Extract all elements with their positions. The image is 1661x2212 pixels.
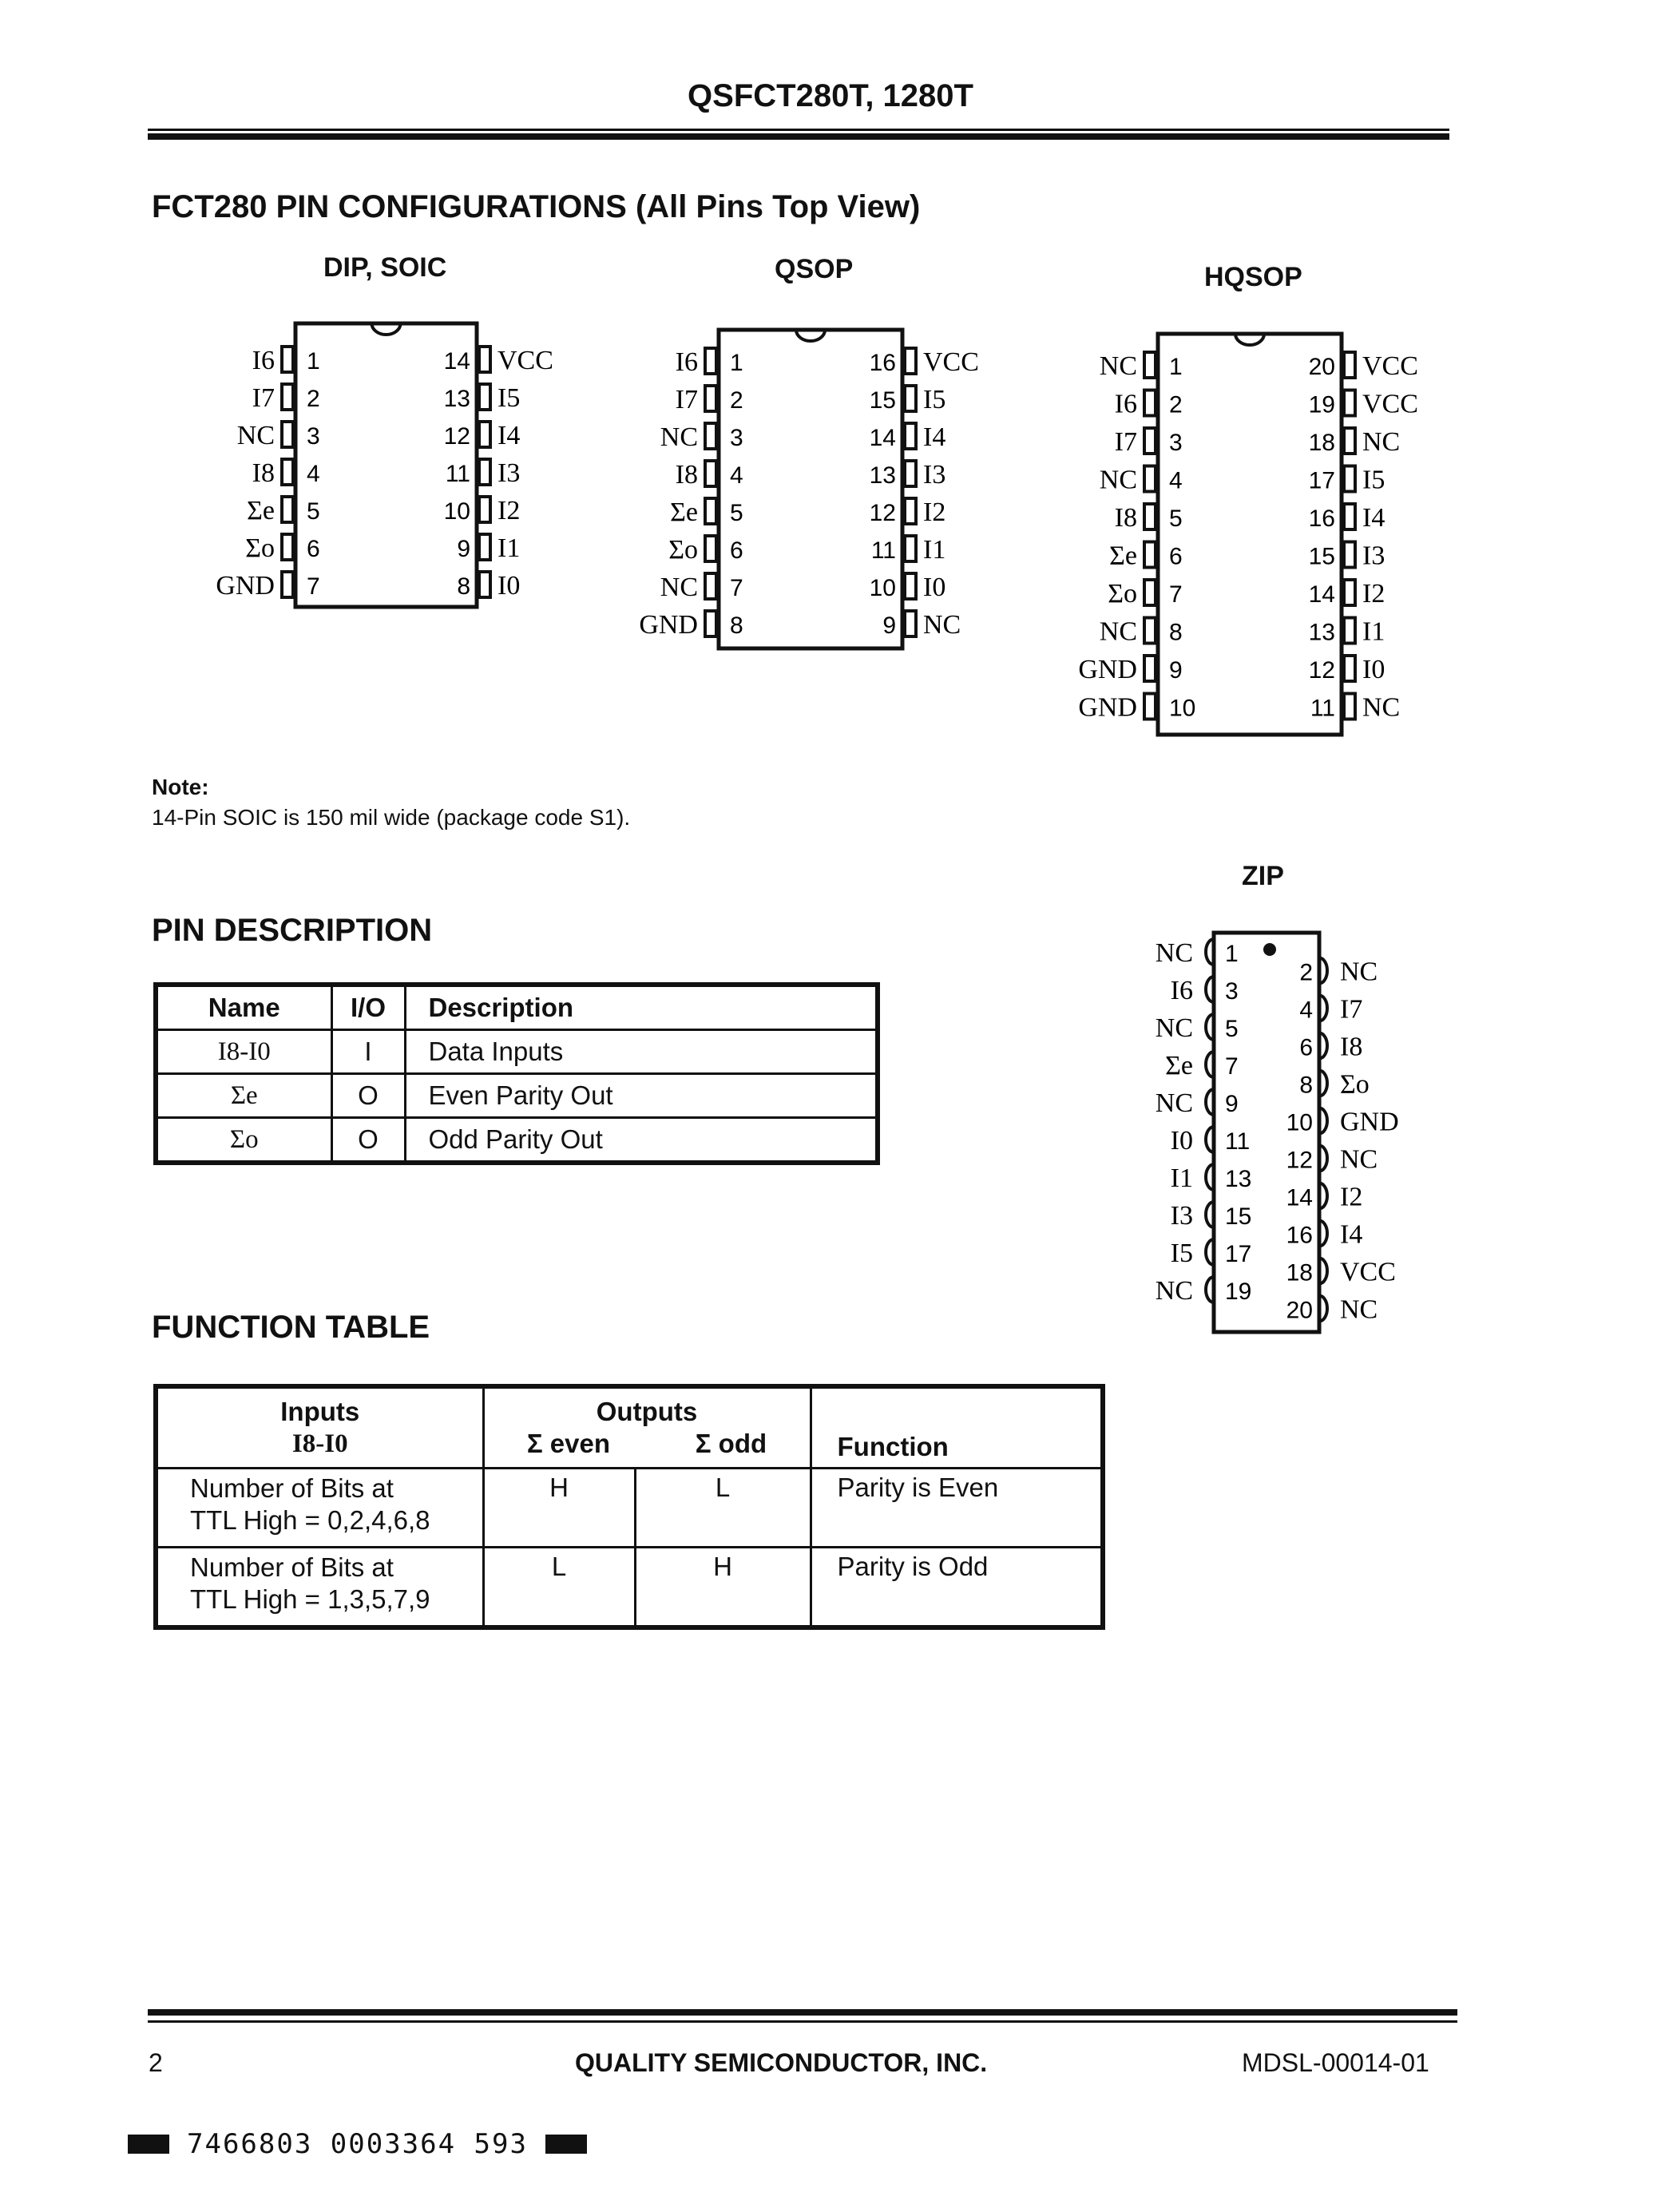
cell-even: H [483, 1469, 635, 1548]
pin-number: 10 [869, 575, 896, 601]
pin-marker [1344, 694, 1355, 719]
pin-name: NC [1099, 465, 1137, 495]
pin-marker [1344, 428, 1355, 454]
pin-name: NC [1155, 1276, 1193, 1306]
pin-name: I7 [1114, 427, 1137, 457]
pin-number: 10 [1286, 1109, 1313, 1136]
footer-doc-id: MDSL-00014-01 [1242, 2048, 1429, 2077]
cell-odd: H [635, 1548, 811, 1628]
pin-name: I8 [1340, 1032, 1363, 1062]
pin-marker [905, 386, 916, 411]
pin-name: VCC [1362, 351, 1418, 381]
pin-marker [479, 422, 490, 447]
cell-description: Data Inputs [405, 1030, 878, 1074]
pin-name: I4 [1362, 503, 1385, 533]
pin-name: NC [1362, 692, 1401, 723]
pin-number: 11 [445, 461, 470, 487]
pin-number: 8 [730, 612, 743, 639]
pin-marker [905, 611, 916, 636]
pin-number: 15 [869, 387, 896, 414]
pin-marker [1344, 656, 1355, 681]
output-odd-label: Σ odd [695, 1429, 767, 1458]
pin-number: 4 [730, 462, 743, 489]
pin-number: 16 [869, 350, 896, 376]
page-number: 2 [149, 2048, 163, 2077]
pin-name: NC [923, 610, 961, 640]
note-text: 14-Pin SOIC is 150 mil wide (package code S1). [152, 805, 631, 830]
pin-number: 18 [1286, 1259, 1313, 1286]
pin-number: 14 [869, 425, 896, 451]
pin-name: I0 [923, 573, 946, 602]
pin-marker [1144, 352, 1156, 378]
pin-name: I2 [1362, 579, 1385, 608]
pin-name: NC [1155, 1088, 1193, 1118]
pin-name: Σo [1108, 579, 1137, 608]
cell-description: Even Parity Out [405, 1074, 878, 1118]
pin-name: Σe [1109, 541, 1137, 571]
pin-name: I1 [1362, 616, 1385, 647]
pin-number: 4 [1299, 997, 1313, 1024]
pin1-dot [1263, 943, 1276, 956]
pin-marker [905, 498, 916, 524]
pin-number: 10 [443, 498, 470, 525]
pin-number: 6 [730, 537, 743, 564]
pin-marker [705, 498, 716, 524]
cell-description: Odd Parity Out [405, 1118, 878, 1163]
pin-name: I3 [1362, 541, 1385, 571]
table-row [156, 1074, 878, 1118]
pin-number: 13 [443, 386, 470, 412]
pin-number: 16 [1286, 1222, 1313, 1249]
pin-name: I3 [498, 458, 521, 488]
function-header: Function [811, 1386, 1103, 1469]
pin-number: 13 [1308, 619, 1335, 646]
pin-marker [282, 534, 293, 560]
pin-number: 7 [1169, 581, 1183, 608]
pin-name: I7 [675, 385, 698, 414]
pin-number: 13 [1225, 1166, 1252, 1192]
pin-number: 6 [1299, 1034, 1313, 1061]
pin-name: NC [660, 422, 698, 452]
pin-number: 15 [1225, 1203, 1252, 1230]
cell-input [156, 1469, 483, 1548]
pin-number: 13 [869, 462, 896, 489]
pin-number: 16 [1308, 505, 1335, 532]
pin-number: 11 [1310, 695, 1335, 722]
pin-marker [1144, 656, 1156, 681]
pin-marker [479, 459, 490, 485]
pin-name: NC [660, 573, 698, 602]
pin-number: 7 [307, 573, 320, 600]
zip-package-diagram [1156, 933, 1399, 1332]
pin-number: 17 [1225, 1241, 1252, 1267]
cell-name: Σe [156, 1074, 331, 1118]
pin-marker [479, 572, 490, 597]
table-row [156, 1118, 878, 1163]
pin-number: 19 [1225, 1278, 1252, 1305]
dip-package-diagram [216, 323, 553, 607]
cell-input-line2: TTL High = 1,3,5,7,9 [190, 1584, 430, 1614]
pin-name: Σo [1340, 1069, 1370, 1100]
pin-marker [479, 534, 490, 560]
pin-name: NC [1362, 427, 1401, 457]
pin-name: Σo [245, 533, 275, 563]
cell-input-line2: TTL High = 0,2,4,6,8 [190, 1505, 430, 1535]
cell-input-line1: Number of Bits at [190, 1473, 394, 1503]
pin-name: GND [1340, 1107, 1399, 1137]
note-label: Note: [152, 775, 209, 799]
pin-marker [1344, 542, 1355, 568]
pin-number: 12 [1286, 1147, 1313, 1174]
pin-number: 1 [307, 348, 320, 375]
pin-name: NC [1340, 957, 1378, 987]
pin-number: 11 [1225, 1128, 1251, 1155]
pin-name: Σe [670, 498, 698, 527]
pin-name: I2 [498, 496, 521, 525]
pin-marker [1144, 694, 1156, 719]
pin-name: VCC [923, 347, 979, 377]
pin-name: I5 [1362, 465, 1385, 495]
pin-name: I5 [923, 385, 946, 414]
pin-description-title: PIN DESCRIPTION [152, 913, 433, 948]
pin-name: I0 [498, 571, 521, 601]
pin-number: 6 [1169, 543, 1183, 570]
pin-name: I1 [1170, 1163, 1193, 1193]
pin-number: 20 [1286, 1297, 1313, 1324]
zip-label: ZIP [1242, 861, 1284, 891]
note-block [152, 775, 630, 830]
pin-name: I5 [1170, 1239, 1193, 1268]
cell-input [156, 1548, 483, 1628]
output-even-label: Σ even [526, 1429, 611, 1458]
pin-marker [1144, 618, 1156, 644]
inputs-sub: I8-I0 [291, 1429, 348, 1458]
outputs-header [483, 1386, 811, 1469]
pin-name: I0 [1362, 655, 1385, 684]
pin-marker [1344, 390, 1355, 416]
pin-name: Σo [668, 535, 698, 565]
pin-number: 3 [1169, 430, 1183, 456]
qsop-label: QSOP [775, 254, 854, 284]
pin-marker [705, 611, 716, 636]
pin-marker [1344, 466, 1355, 492]
pin-marker [905, 536, 916, 561]
pin-number: 15 [1308, 543, 1335, 570]
pin-number: 7 [1225, 1053, 1239, 1080]
pin-marker [1344, 580, 1355, 605]
pin-marker [905, 461, 916, 486]
pin-marker [705, 461, 716, 486]
pin-name: NC [1340, 1144, 1378, 1175]
pin-marker [705, 536, 716, 561]
dip-label: DIP, SOIC [323, 252, 447, 283]
pin-name: GND [1078, 655, 1137, 684]
footer-rule-thick [148, 2009, 1457, 2016]
barcode-block-right [545, 2135, 587, 2154]
barcode-line [128, 2128, 587, 2160]
pin-name: I7 [1340, 994, 1363, 1025]
footer-rule-thin [148, 2020, 1457, 2023]
pin-number: 9 [457, 536, 470, 562]
cell-io: O [331, 1118, 405, 1163]
pin-name: VCC [1340, 1257, 1396, 1287]
pin-number: 14 [1286, 1184, 1313, 1211]
cell-odd: L [635, 1469, 811, 1548]
pin-number: 10 [1169, 695, 1196, 722]
pin-marker [282, 459, 293, 485]
pin-marker [905, 423, 916, 449]
pin-marker [1144, 542, 1156, 568]
pin-name: I6 [675, 347, 698, 377]
page-header-title: QSFCT280T, 1280T [688, 78, 973, 113]
pin-marker [905, 348, 916, 374]
pin-name: GND [1078, 692, 1137, 723]
function-table-title: FUNCTION TABLE [152, 1310, 430, 1345]
pin-number: 7 [730, 575, 743, 601]
pin-name: I6 [1114, 389, 1137, 419]
pin-marker [1144, 504, 1156, 529]
pin-marker [1144, 390, 1156, 416]
pin-name: NC [1155, 938, 1193, 968]
pin-name: VCC [498, 346, 553, 375]
pin-name: GND [639, 610, 698, 640]
pin-name: I7 [252, 383, 275, 413]
pin-marker [1344, 618, 1355, 644]
hqsop-package-diagram [1078, 334, 1418, 735]
pin-name: I8 [675, 460, 698, 490]
col-header-name: Name [156, 985, 331, 1030]
pin-number: 12 [1308, 657, 1335, 684]
pin-number: 2 [730, 387, 743, 414]
pin-name: I2 [1340, 1182, 1363, 1212]
pin-name: NC [1340, 1294, 1378, 1325]
pin-number: 5 [1225, 1016, 1239, 1042]
cell-function: Parity is Odd [811, 1548, 1103, 1628]
inputs-label: Inputs [280, 1397, 360, 1426]
pin-number: 3 [307, 423, 320, 450]
pin-marker [705, 386, 716, 411]
pin-name: I1 [923, 535, 946, 565]
pin-name: GND [216, 571, 275, 601]
pin-number: 11 [870, 537, 896, 564]
pin-marker [282, 347, 293, 372]
pin-number: 12 [869, 500, 896, 526]
pin-marker [479, 384, 490, 410]
pin-name: Σe [1165, 1051, 1193, 1080]
pin-name: I8 [252, 458, 275, 488]
qsop-package-diagram [639, 330, 979, 648]
pin-name: I1 [498, 533, 521, 563]
footer-company: QUALITY SEMICONDUCTOR, INC. [575, 2048, 988, 2077]
pin-number: 2 [307, 386, 320, 412]
pin-number: 8 [1299, 1072, 1313, 1099]
barcode-block-left [128, 2135, 169, 2154]
pin-marker [479, 347, 490, 372]
pin-number: 5 [730, 500, 743, 526]
pin-number: 12 [443, 423, 470, 450]
pin-marker [282, 572, 293, 597]
pin-name: I2 [923, 498, 946, 527]
pin-name: NC [1099, 351, 1137, 381]
cell-io: I [331, 1030, 405, 1074]
pin-number: 1 [1225, 941, 1239, 967]
pin-name: I8 [1114, 503, 1137, 533]
pin-name: Σe [247, 496, 275, 525]
pin-number: 6 [307, 536, 320, 562]
pin-number: 5 [1169, 505, 1183, 532]
pin-number: 2 [1169, 391, 1183, 418]
pin-marker [1144, 466, 1156, 492]
function-table-header-row [156, 1386, 1103, 1469]
pin-number: 9 [1169, 657, 1183, 684]
pin-number: 1 [1169, 354, 1183, 380]
pin-marker [705, 423, 716, 449]
hqsop-label: HQSOP [1204, 262, 1302, 292]
pin-number: 20 [1308, 354, 1335, 380]
table-row [156, 1469, 1103, 1548]
function-table [153, 1384, 1105, 1630]
pin-name: I3 [923, 460, 946, 490]
barcode-text: 7466803 0003364 593 [187, 2128, 528, 2160]
pin-name: I4 [498, 421, 521, 450]
pin-name: NC [236, 421, 275, 450]
pin-number: 17 [1308, 467, 1335, 494]
pin-name: I0 [1170, 1126, 1193, 1156]
pin-name: VCC [1362, 389, 1418, 419]
pin-number: 8 [1169, 619, 1183, 646]
pin-marker [1344, 352, 1355, 378]
pin-number: 2 [1299, 959, 1313, 986]
pin-name: NC [1155, 1013, 1193, 1043]
pin-name: I3 [1170, 1201, 1193, 1231]
pin-name: I5 [498, 383, 521, 413]
col-header-description: Description [405, 985, 878, 1030]
pin-name: I4 [1340, 1219, 1363, 1250]
pin-marker [1144, 428, 1156, 454]
pin-number: 4 [1169, 467, 1183, 494]
pin-marker [282, 384, 293, 410]
pin-marker [1144, 580, 1156, 605]
pin-number: 18 [1308, 430, 1335, 456]
cell-io: O [331, 1074, 405, 1118]
pin-number: 1 [730, 350, 743, 376]
pin-name: I6 [1170, 976, 1193, 1005]
pin-number: 3 [1225, 978, 1239, 1005]
pin-number: 19 [1308, 391, 1335, 418]
pin-name: I6 [252, 346, 275, 375]
inputs-header [156, 1386, 483, 1469]
table-row [156, 1030, 878, 1074]
pin-number: 8 [457, 573, 470, 600]
pin-description-table [153, 982, 880, 1165]
pin-number: 5 [307, 498, 320, 525]
pin-number: 4 [307, 461, 320, 487]
cell-even: L [483, 1548, 635, 1628]
pin-number: 3 [730, 425, 743, 451]
pin-marker [905, 573, 916, 599]
pin-marker [705, 573, 716, 599]
cell-input-line1: Number of Bits at [190, 1552, 394, 1582]
cell-name: Σo [156, 1118, 331, 1163]
pin-config-title: FCT280 PIN CONFIGURATIONS (All Pins Top View) [152, 189, 921, 224]
pin-number: 14 [1308, 581, 1335, 608]
pin-marker [282, 422, 293, 447]
pin-marker [282, 497, 293, 522]
table-row [156, 1548, 1103, 1628]
pin-description-header-row [156, 985, 878, 1030]
pin-name: I4 [923, 422, 946, 452]
pin-marker [1344, 504, 1355, 529]
outputs-label: Outputs [596, 1397, 698, 1426]
pin-name: NC [1099, 616, 1137, 647]
pin-marker [705, 348, 716, 374]
pin-marker [479, 497, 490, 522]
pin-number: 9 [1225, 1091, 1239, 1117]
col-header-io: I/O [331, 985, 405, 1030]
cell-function: Parity is Even [811, 1469, 1103, 1548]
pin-number: 9 [882, 612, 896, 639]
cell-name: I8-I0 [156, 1030, 331, 1074]
pin-number: 14 [443, 348, 470, 375]
